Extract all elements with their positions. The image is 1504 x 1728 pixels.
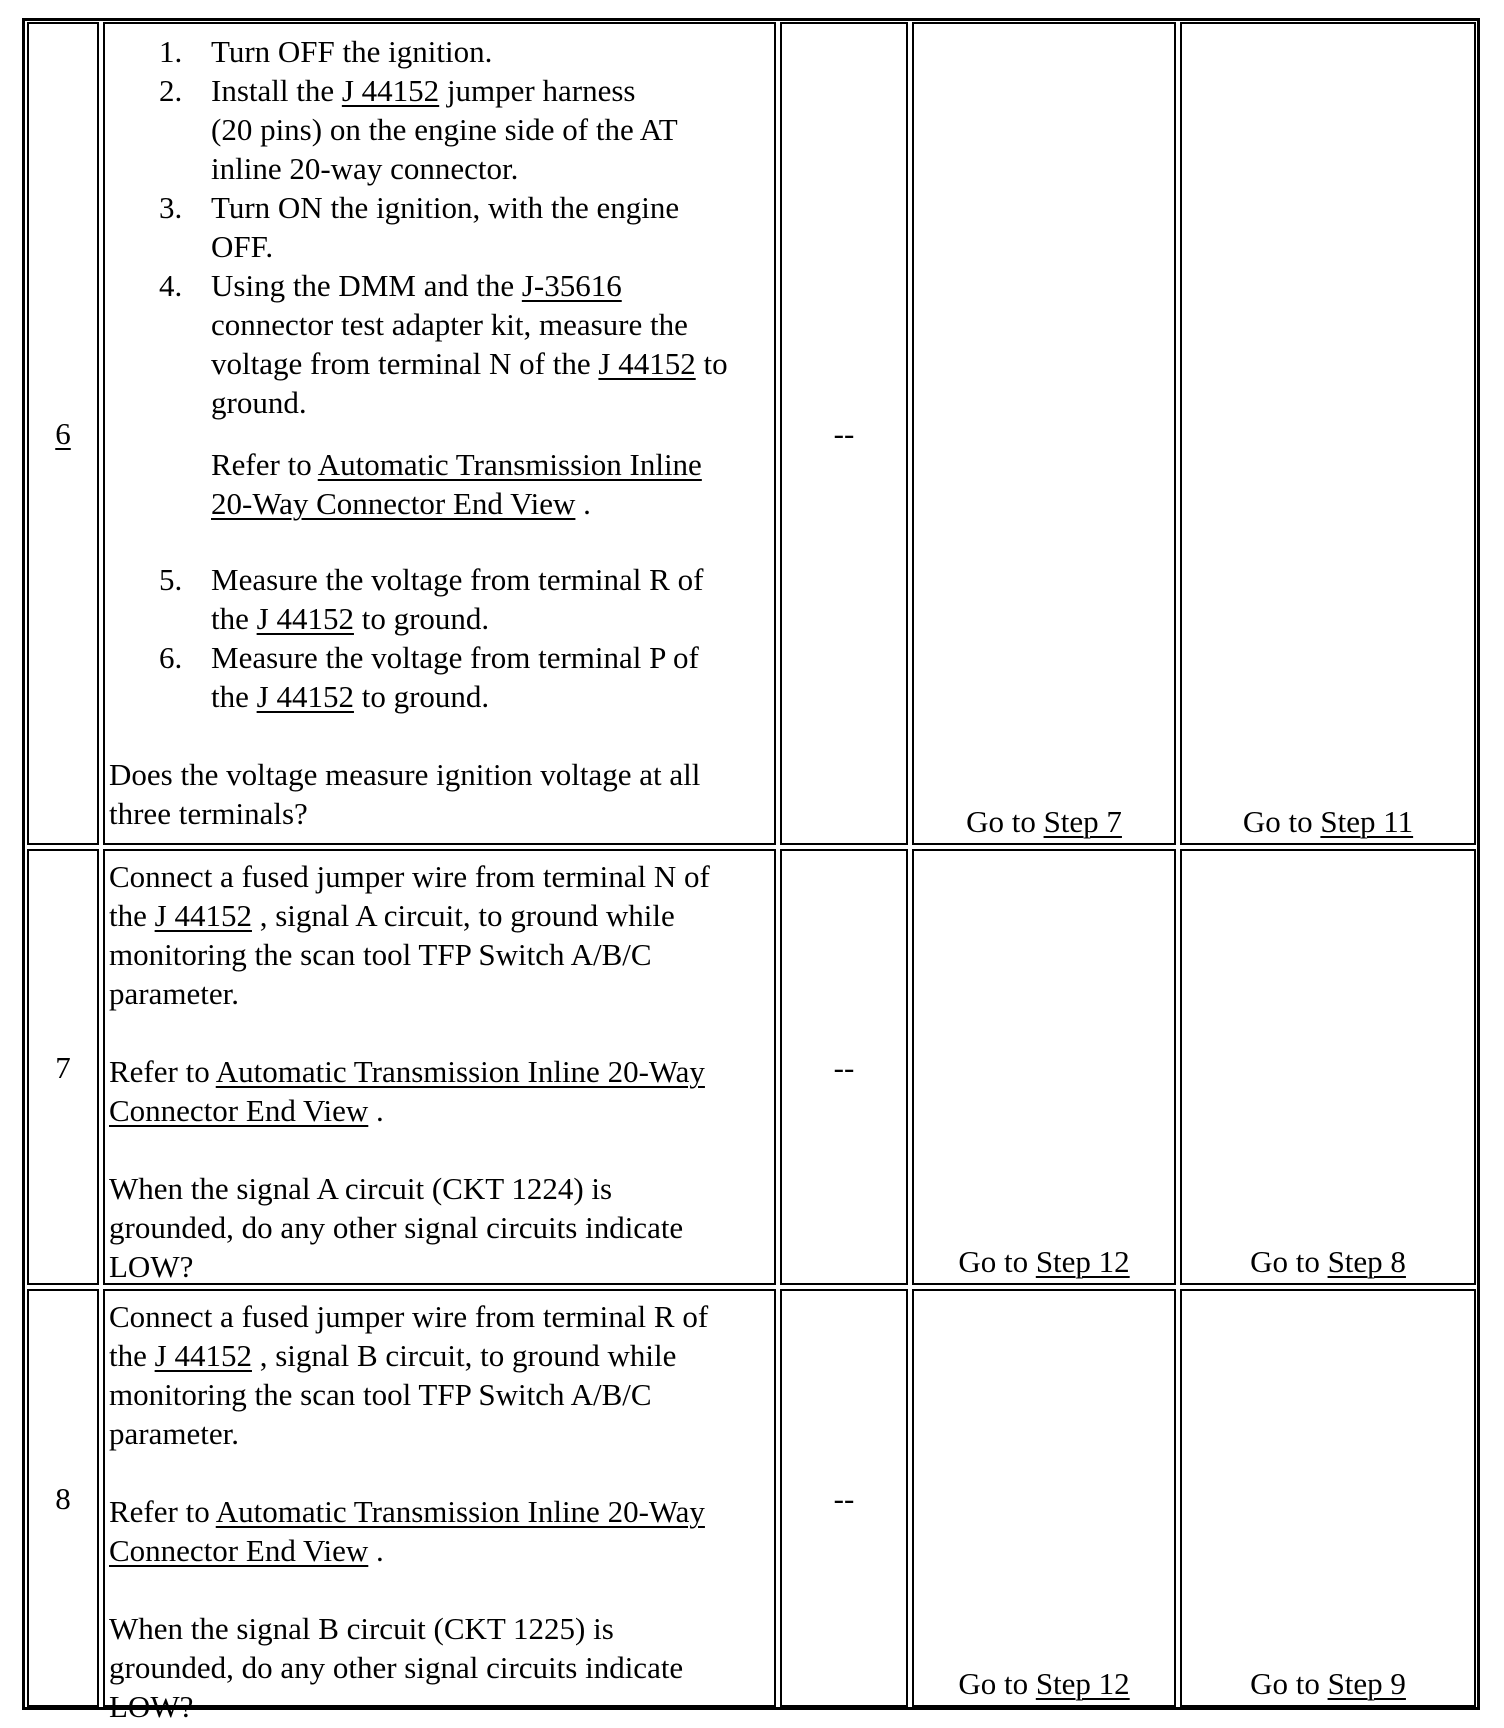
connector-end-view-link[interactable]: Automatic Transmission Inline [317, 447, 702, 482]
step-number-cell [27, 22, 99, 845]
action-cell [103, 849, 776, 1285]
action-cell [103, 22, 776, 845]
question-text: When the signal A circuit (CKT 1224) is grounded, do any other signal circuits indicate LOW? [109, 1171, 684, 1284]
step-number: 8 [55, 1480, 71, 1516]
question-text: Does the voltage measure ignition voltage at all three terminals? [109, 757, 701, 831]
tool-link[interactable]: J 44152 [341, 73, 440, 108]
list-item: 2. Install the J 44152 jumper harness (20 pins) on the engine side of the AT inline 20-way connector. [159, 73, 678, 186]
connector-end-view-link[interactable]: 20-Way Connector End View [211, 486, 576, 521]
go-to-step-link[interactable]: Step 11 [1320, 804, 1414, 839]
tool-link[interactable]: J 44152 [256, 679, 354, 714]
value-cell: -- [780, 22, 908, 845]
value-cell: -- [780, 1289, 908, 1707]
instruction-text: Connect a fused jumper wire from terminal N of the J 44152 , signal A circuit, to ground while monitoring the scan tool TFP Switch A/B/C parameter. [109, 859, 710, 1011]
no-cell: Go to Step 9 [1180, 1289, 1476, 1707]
tool-link[interactable]: J-35616 [521, 268, 622, 303]
tool-link[interactable]: J 44152 [598, 346, 696, 381]
list-item: 5. Measure the voltage from terminal R of the J 44152 to ground. [159, 562, 704, 636]
tool-link[interactable]: J 44152 [154, 1338, 252, 1373]
yes-cell: Go to Step 12 [912, 1289, 1176, 1707]
procedure-list [109, 560, 770, 716]
list-item: 1. Turn OFF the ignition. [159, 34, 493, 69]
refer-paragraph: Refer to Automatic Transmission Inline 20-Way Connector End View . [109, 1054, 705, 1128]
go-to-step-link[interactable]: Step 12 [1035, 1666, 1130, 1701]
procedure-list [109, 32, 770, 422]
list-item: 6. Measure the voltage from terminal P of the J 44152 to ground. [159, 640, 699, 714]
list-item: 3. Turn ON the ignition, with the engine OFF. [159, 190, 680, 264]
yes-cell: Go to Step 7 [912, 22, 1176, 845]
step-number-link[interactable]: 6 [55, 416, 71, 451]
go-to-step-link[interactable]: Step 9 [1327, 1666, 1406, 1701]
action-cell [103, 1289, 776, 1724]
no-cell: Go to Step 11 [1180, 22, 1476, 845]
connector-end-view-link[interactable]: Connector End View [109, 1533, 369, 1568]
no-cell: Go to Step 8 [1180, 849, 1476, 1285]
instruction-text: Connect a fused jumper wire from terminal R of the J 44152 , signal B circuit, to ground while monitoring the scan tool TFP Switch A/B/C parameter. [109, 1299, 709, 1451]
connector-end-view-link[interactable]: Automatic Transmission Inline 20-Way [215, 1054, 705, 1089]
go-to-step-link[interactable]: Step 8 [1327, 1244, 1406, 1279]
refer-paragraph: Refer to Automatic Transmission Inline 20-Way Connector End View . [211, 447, 702, 521]
go-to-step-link[interactable]: Step 7 [1043, 804, 1122, 839]
step-number-cell [27, 1289, 99, 1707]
go-to-step-link[interactable]: Step 12 [1035, 1244, 1130, 1279]
yes-cell: Go to Step 12 [912, 849, 1176, 1285]
tool-link[interactable]: J 44152 [154, 898, 252, 933]
tool-link[interactable]: J 44152 [256, 601, 354, 636]
connector-end-view-link[interactable]: Automatic Transmission Inline 20-Way [215, 1494, 705, 1529]
step-number: 7 [55, 1049, 71, 1085]
question-text: When the signal B circuit (CKT 1225) is grounded, do any other signal circuits indicate LOW? [109, 1611, 684, 1724]
list-item: 4. Using the DMM and the J-35616 connector test adapter kit, measure the voltage from terminal N of the J 44152 to ground. [159, 268, 728, 420]
step-number-cell [27, 849, 99, 1285]
refer-paragraph: Refer to Automatic Transmission Inline 20-Way Connector End View . [109, 1494, 705, 1568]
connector-end-view-link[interactable]: Connector End View [109, 1093, 369, 1128]
value-cell: -- [780, 849, 908, 1285]
